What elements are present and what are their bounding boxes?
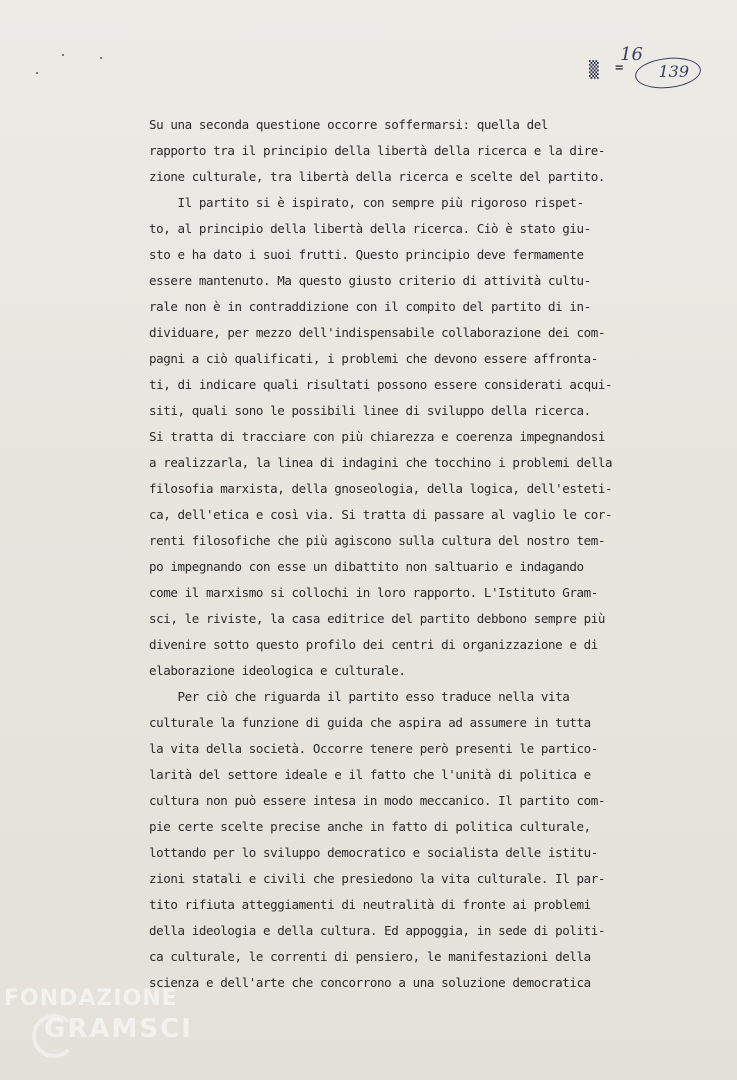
text-line: Per ciò che riguarda il partito esso traduce nella vita [149,689,570,704]
text-line: della ideologia e della cultura. Ed appoggia, in sede di politi- [149,923,606,938]
text-line: culturale la funzione di guida che aspira ad assumere in tutta [149,715,591,730]
text-line: scienza e dell'arte che concorrono a una soluzione democratica [149,975,591,990]
text-line: Si tratta di tracciare con più chiarezza e coerenza impegnandosi [149,429,606,444]
text-line: sci, le riviste, la casa editrice del partito debbono sempre più [149,611,606,626]
text-line: po impegnando con esse un dibattito non saltuario e indagando [149,559,584,574]
text-line: renti filosofiche che più agiscono sulla cultura del nostro tem- [149,533,606,548]
archive-number: 139 [658,62,689,81]
text-line: ca, dell'etica e così via. Si tratta di passare al vaglio le cor- [149,507,613,522]
text-line: la vita della società. Occorre tenere però presenti le partico- [149,741,598,756]
text-line: divenire sotto questo profilo dei centri di organizzazione e di [149,637,598,652]
text-line: Il partito si è ispirato, con sempre più rigoroso rispet- [149,195,584,210]
text-line: rale non è in contraddizione con il compito del partito di in- [149,299,591,314]
text-line: essere mantenuto. Ma questo giusto criterio di attività cultu- [149,273,591,288]
watermark-line-1: FONDAZIONE [4,986,178,1011]
text-line: rapporto tra il principio della libertà della ricerca e la dire- [149,143,606,158]
text-line: sto e ha dato i suoi frutti. Questo principio deve fermamente [149,247,584,262]
text-line: siti, quali sono le possibili linee di sviluppo della ricerca. [149,403,591,418]
text-line: pagni a ciò qualificati, i problemi che devono essere affronta- [149,351,598,366]
text-line: larità del settore ideale e il fatto che l'unità di politica e [149,767,591,782]
foundation-watermark [4,986,204,1066]
text-line: pie certe scelte precise anche in fatto di politica culturale, [149,819,591,834]
header-annotations [551,44,701,100]
text-line: Su una seconda questione occorre soffermarsi: quella del [149,117,549,132]
text-line: cultura non può essere intesa in modo meccanico. Il partito com- [149,793,606,808]
typed-mark-symbol: ▒ [589,60,599,79]
text-line: ti, di indicare quali risultati possono essere considerati acqui- [149,377,613,392]
text-line: come il marxismo si collochi in loro rapporto. L'Istituto Gram- [149,585,598,600]
text-line: to, al principio della libertà della ricerca. Ciò è stato giu- [149,221,591,236]
text-line: a realizzarla, la linea di indagini che tocchino i problemi della [149,455,613,470]
text-line: zione culturale, tra libertà della ricerca e scelte del partito. [149,169,606,184]
text-line: filosofia marxista, della gnoseologia, della logica, dell'esteti- [149,481,613,496]
handwritten-page-number: 16 [620,44,643,65]
text-line: tito rifiuta atteggiamenti di neutralità di fronte ai problemi [149,897,591,912]
paper-speck [100,57,102,59]
typed-mark-equal: = [615,60,624,76]
paper-speck [36,72,38,74]
text-line: lottando per lo sviluppo democratico e socialista delle istitu- [149,845,598,860]
text-line: ca culturale, le correnti di pensiero, le manifestazioni della [149,949,591,964]
paper-speck [62,54,64,56]
watermark-line-2: GRAMSCI [44,1014,193,1044]
typewritten-body [149,112,694,996]
text-line: elaborazione ideologica e culturale. [149,663,406,678]
text-line: dividuare, per mezzo dell'indispensabile collaborazione dei com- [149,325,606,340]
text-line: zioni statali e civili che presiedono la vita culturale. Il par- [149,871,606,886]
